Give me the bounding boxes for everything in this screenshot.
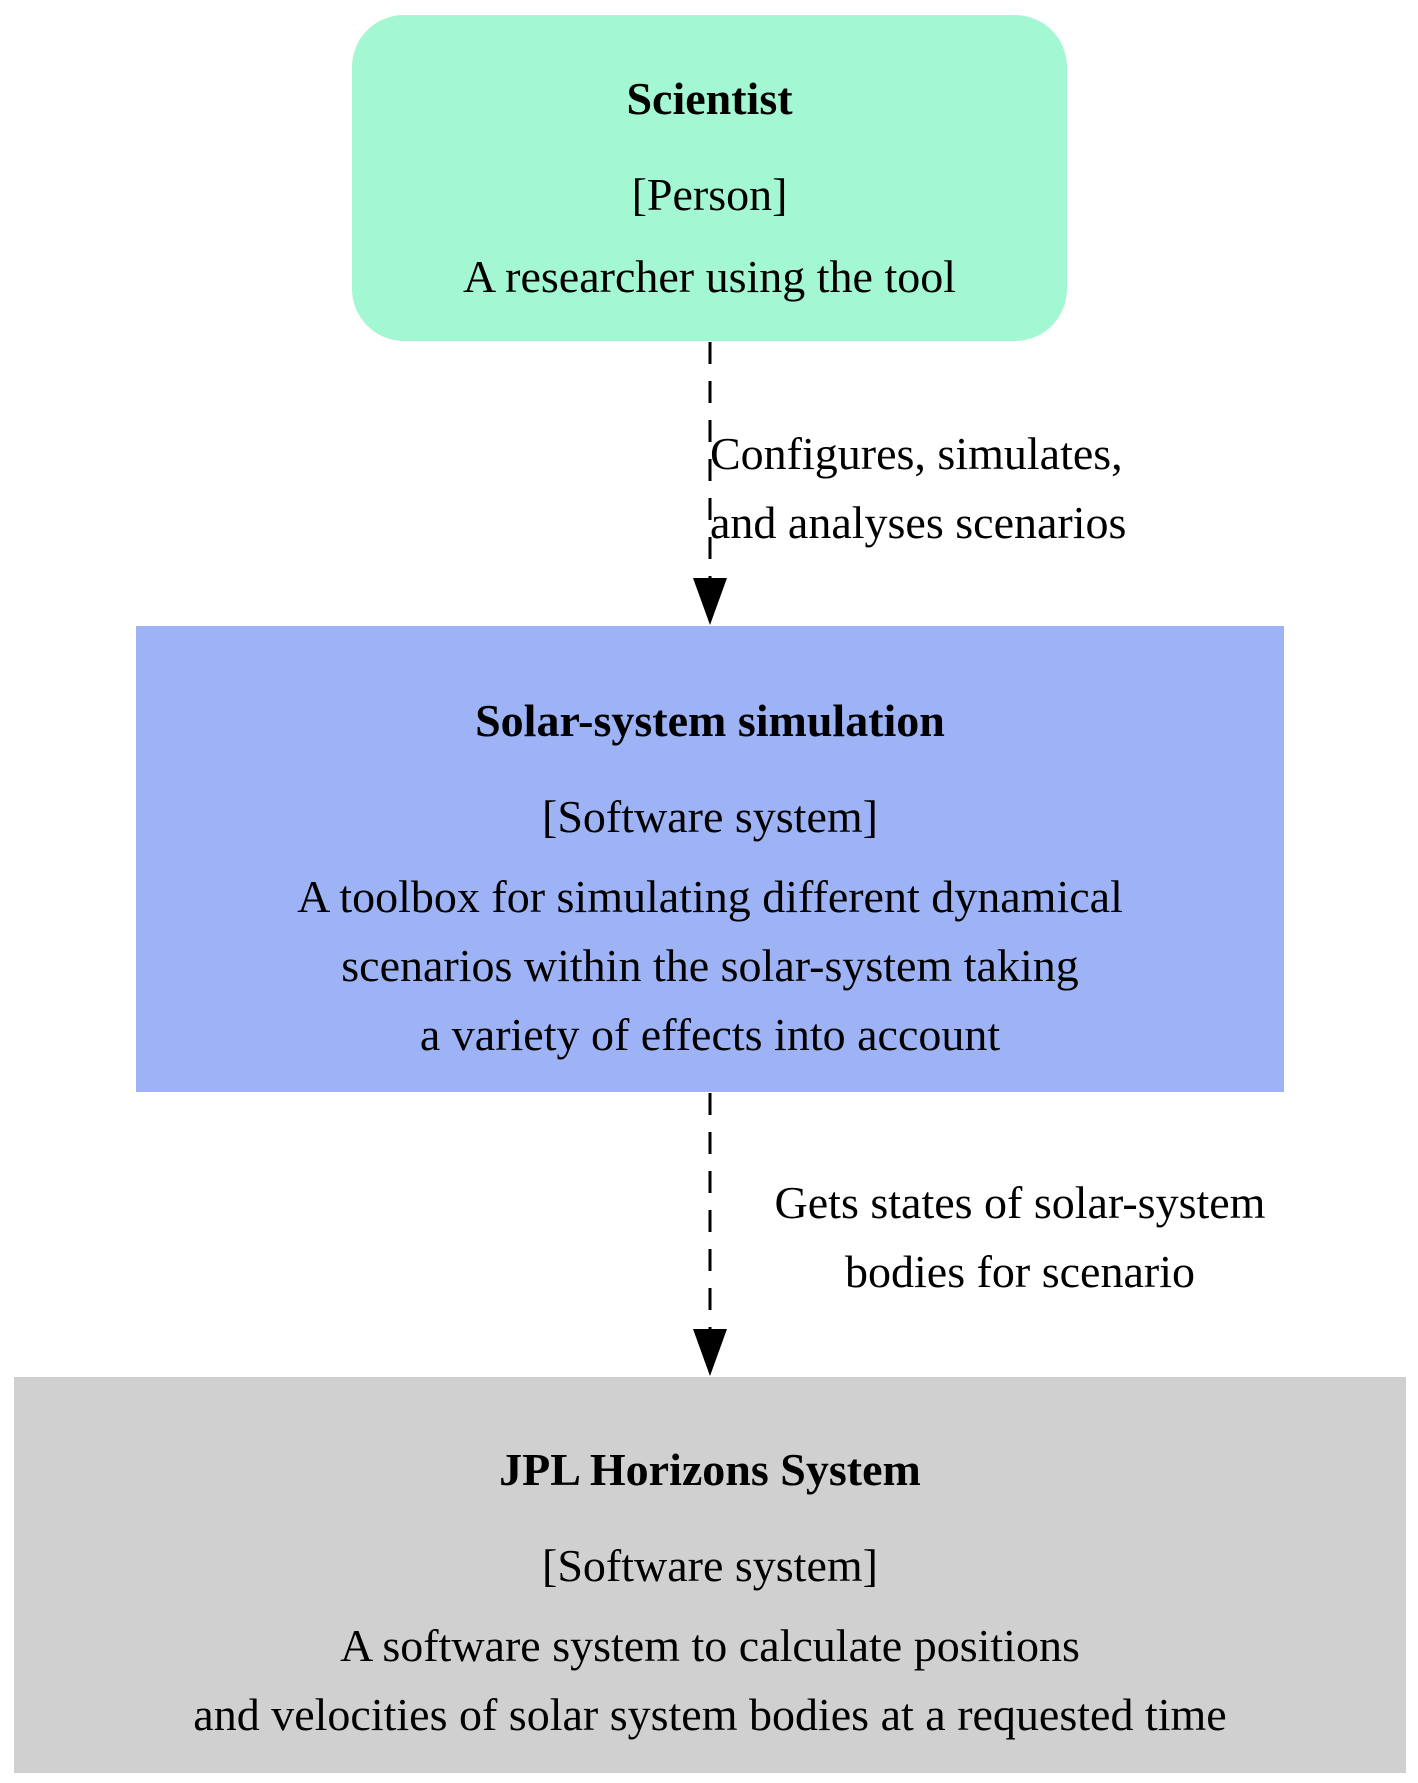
node-type: [Software system] <box>542 791 878 842</box>
arrowhead-gets-states <box>693 1329 727 1376</box>
node-title: Scientist <box>626 73 793 124</box>
node-type: [Person] <box>631 169 788 220</box>
edge-label-gets-states: Gets states of solar-system bodies for scenario <box>774 1177 1266 1297</box>
node-description: A researcher using the tool <box>462 251 957 302</box>
node-description: A toolbox for simulating different dynamical scenarios within the solar-system taking a variety of effects into account <box>297 871 1123 1060</box>
node-scientist[interactable] <box>352 15 1067 341</box>
node-type: [Software system] <box>542 1540 878 1591</box>
node-title: JPL Horizons System <box>499 1444 921 1495</box>
edge-label-configures: Configures, simulates, and analyses scenarios <box>710 428 1127 548</box>
node-description: A software system to calculate positions and velocities of solar system bodies at a requested time <box>193 1620 1227 1740</box>
arrowhead-configures <box>693 578 727 625</box>
node-title: Solar-system simulation <box>475 695 945 746</box>
node-jpl-horizons-system[interactable] <box>14 1377 1406 1773</box>
node-solar-system-simulation[interactable] <box>136 626 1284 1092</box>
